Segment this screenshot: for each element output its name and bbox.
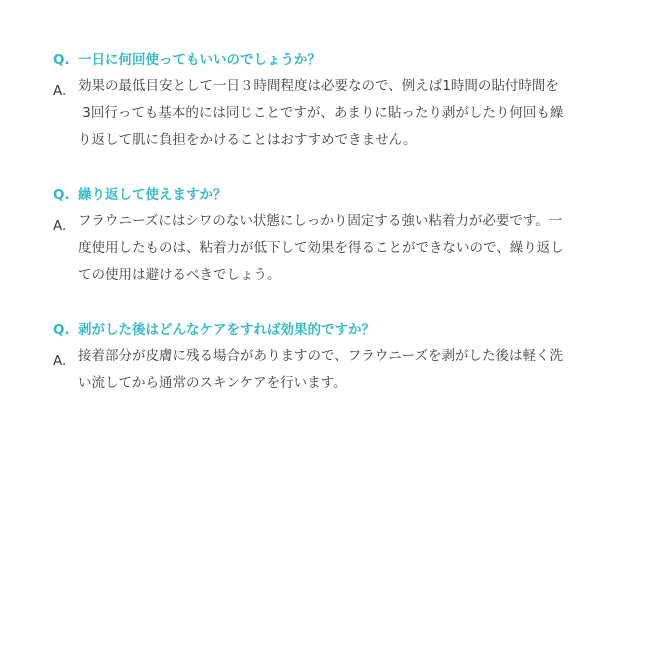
faq-answer	[53, 78, 613, 154]
answer-line: 接着部分が皮膚に残る場合がありますので、フラウニーズを剥がした後は軽く洗	[78, 348, 564, 364]
answer-text	[78, 208, 613, 289]
question-text: 剥がした後はどんなケアをすれば効果的ですか？	[78, 322, 375, 338]
answer-line: 3回行っても基本的には同じことですが、あまりに貼ったり剥がしたり何回も繰	[78, 105, 564, 121]
answer-line: り返して肌に負担をかけることはおすすめできません。	[78, 132, 417, 148]
faq-question	[53, 185, 613, 205]
faq-question	[53, 50, 613, 70]
answer-line: フラウニーズにはシワのない状態にしっかり固定する強い粘着力が必要です。一	[78, 213, 563, 229]
answer-marker: A.	[53, 83, 67, 99]
question-marker: Q.	[53, 187, 70, 203]
faq-item	[53, 185, 613, 289]
answer-text	[78, 73, 613, 154]
answer-line: い流してから通常のスキンケアを行います。	[78, 375, 347, 391]
question-text: 繰り返して使えますか？	[78, 187, 227, 203]
faq-item	[53, 320, 613, 397]
faq-question	[53, 320, 613, 340]
answer-marker: A.	[53, 218, 67, 234]
answer-line: ての使用は避けるべきでしょう。	[78, 267, 281, 283]
question-text: 一日に何回使ってもいいのでしょうか？	[78, 52, 321, 68]
faq-answer	[53, 213, 613, 289]
question-marker: Q.	[53, 52, 70, 68]
answer-text	[78, 343, 613, 397]
answer-line: 度使用したものは、粘着力が低下して効果を得ることができないので、繰り返し	[78, 240, 564, 256]
faq-item	[53, 50, 613, 154]
faq-answer	[53, 348, 613, 397]
answer-marker: A.	[53, 353, 67, 369]
question-marker: Q.	[53, 322, 70, 338]
answer-line: 効果の最低目安として一日３時間程度は必要なので、例えば1時間の貼付時間を	[78, 78, 559, 94]
faq-list	[53, 50, 613, 428]
